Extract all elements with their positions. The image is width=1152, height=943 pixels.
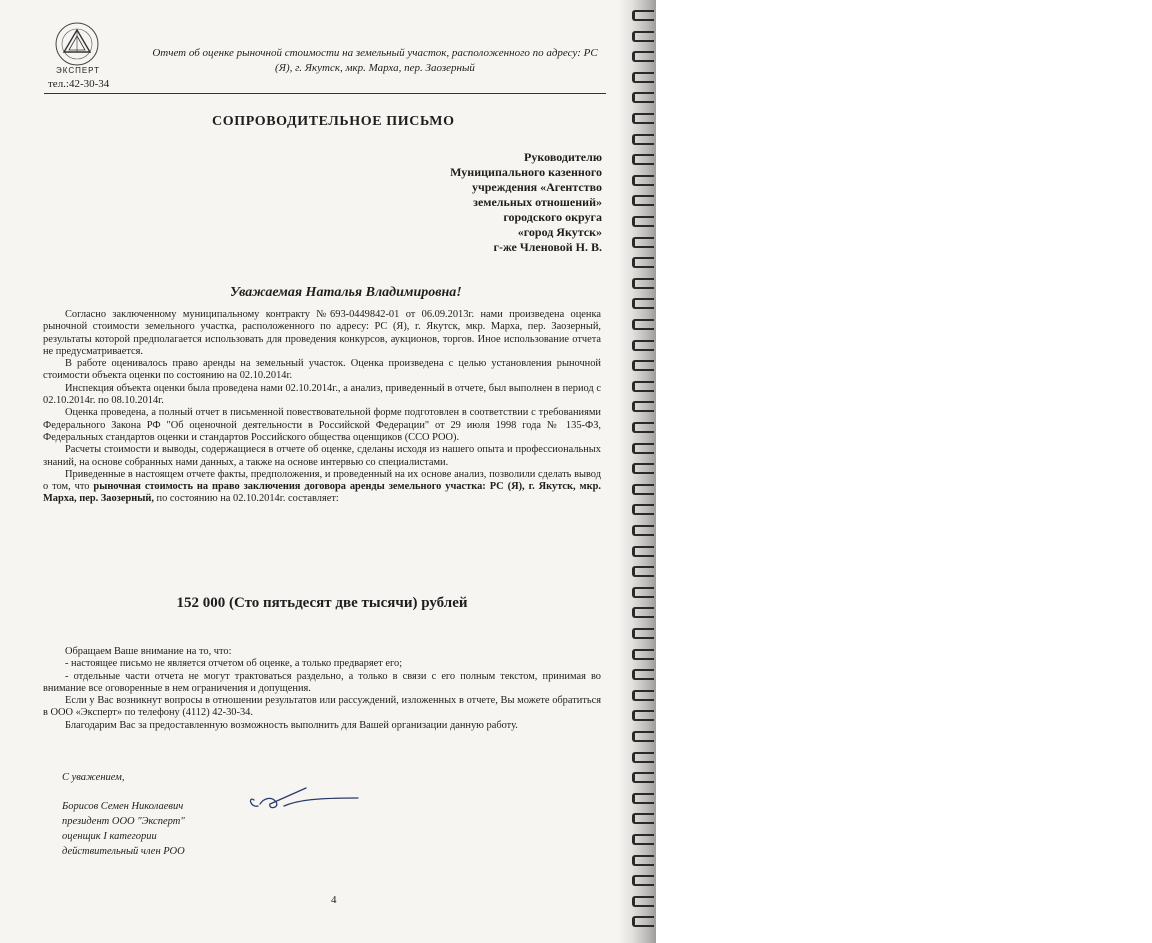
binding-ring xyxy=(632,298,654,309)
header-phone: тел.:42-30-34 xyxy=(48,78,110,90)
binding-ring xyxy=(632,92,654,103)
binding-ring xyxy=(632,504,654,515)
binding-ring xyxy=(632,772,654,783)
binding-ring xyxy=(632,154,654,165)
binding-ring xyxy=(632,731,654,742)
report-title: Отчет об оценке рыночной стоимости на земельный участок, расположенного по адресу: РС (Я), г. Якутск, мкр. Марха, пер. Заозерный xyxy=(152,47,598,74)
paragraph: Оценка проведена, а полный отчет в письменной повествовательной форме подготовлен в соответствии с требованиями Федерального Закона РФ "Об оценочной деятельности в Российской Федерации" от 29 июля 1998 года № 135-ФЗ, Федеральных стандартов оценки и стандартов Российского общества оценщиков (ССО РОО). xyxy=(43,407,601,443)
binding-ring xyxy=(632,443,654,454)
addressee-line: Руководителю xyxy=(524,150,602,164)
binding-ring xyxy=(632,855,654,866)
notice-item: - настоящее письмо не является отчетом об оценке, а только предваряет его; xyxy=(65,658,403,670)
conclusion-paragraph xyxy=(43,469,601,506)
binding-ring xyxy=(632,834,654,845)
binding-ring xyxy=(632,51,654,62)
addressee-line: «город Якутск» xyxy=(517,225,602,239)
signatory-line: президент ООО "Эксперт" xyxy=(62,816,185,827)
binding-ring xyxy=(632,195,654,206)
binding-ring xyxy=(632,752,654,763)
paragraph: Инспекция объекта оценки была проведена нами 02.10.2014г., а анализ, приведенный в отчете, был выполнен в период с 02.10.2014г. по 08.10.2014г. xyxy=(43,382,601,407)
binding-ring xyxy=(632,72,654,83)
closing-line: С уважением, xyxy=(62,772,125,783)
addressee-line: Муниципального казенного xyxy=(450,165,602,179)
salutation: Уважаемая Наталья Владимировна! xyxy=(230,285,462,300)
addressee-line: г-же Членовой Н. В. xyxy=(493,240,602,254)
binding-ring xyxy=(632,319,654,330)
notice-block xyxy=(43,646,601,732)
binding-ring xyxy=(632,113,654,124)
binding-ring xyxy=(632,340,654,351)
letter-body xyxy=(43,309,601,506)
page-number: 4 xyxy=(331,894,337,906)
thanks-paragraph: Благодарим Вас за предоставленную возможность выполнить для Вашей организации данную работу. xyxy=(65,719,518,731)
valuation-amount: 152 000 (Сто пятьдесят две тысячи) рублей xyxy=(176,595,468,611)
logo-caption: ЭКСПЕРТ xyxy=(56,66,101,75)
binding-ring xyxy=(632,31,654,42)
binding-ring xyxy=(632,896,654,907)
binding-ring xyxy=(632,628,654,639)
binding-ring xyxy=(632,690,654,701)
addressee-block xyxy=(380,150,602,255)
signatory-line: действительный член РОО xyxy=(62,846,185,857)
binding-ring xyxy=(632,134,654,145)
handwritten-signature xyxy=(246,784,362,816)
conclusion-text: Приведенные в настоящем отчете факты, предположения, и проведенный на их основе анализ, позволили сделать вывод о том, что xyxy=(43,468,601,493)
binding-ring xyxy=(632,587,654,598)
signature-block xyxy=(62,770,185,859)
binding-ring xyxy=(632,401,654,412)
notice-lead: Обращаем Ваше внимание на то, что: xyxy=(65,646,232,657)
header-divider xyxy=(44,93,606,94)
binding-ring xyxy=(632,546,654,557)
binding-ring xyxy=(632,257,654,268)
binding-ring xyxy=(632,669,654,680)
paragraph: Согласно заключенному муниципальному контракту №693-0449842-01 от 06.09.2013г. нами произведена оценка рыночной стоимости земельного участка, расположенного по адресу: РС (Я), г. Якутск, мкр. Марха, пер. Заозерный, результаты которой предполагается использовать для проведения конкурсов, аукционов, торгов. Иное использование отчета не предусматривается. xyxy=(43,309,601,357)
binding-ring xyxy=(632,422,654,433)
letter-title: СОПРОВОДИТЕЛЬНОЕ ПИСЬМО xyxy=(212,114,455,129)
contact-paragraph: Если у Вас возникнут вопросы в отношении результатов или рассуждений, изложенных в отчете, Вы можете обратиться в ООО «Эксперт» по телефону (4112) 42-30-34. xyxy=(43,695,601,719)
binding-ring xyxy=(632,649,654,660)
binding-ring xyxy=(632,360,654,371)
binding-ring xyxy=(632,793,654,804)
binding-ring xyxy=(632,278,654,289)
binding-ring xyxy=(632,813,654,824)
paragraph: В работе оценивалось право аренды на земельный участок. Оценка произведена с целью установления рыночной стоимости объекта оценки по состоянию на 02.10.2014г. xyxy=(43,358,601,382)
binding-ring xyxy=(632,381,654,392)
addressee-line: городского округа xyxy=(503,210,602,224)
binding-ring xyxy=(632,566,654,577)
binding-ring xyxy=(632,875,654,886)
binding-ring xyxy=(632,237,654,248)
binding-ring xyxy=(632,525,654,536)
binding-ring xyxy=(632,607,654,618)
addressee-line: земельных отношений» xyxy=(473,195,602,209)
notice-item: - отдельные части отчета не могут трактоваться раздельно, а только в связи с его полным текстом, принимая во внимание все оговоренные в нем ограничения и допущения. xyxy=(43,670,601,694)
binding-ring xyxy=(632,484,654,495)
binding-ring xyxy=(632,916,654,927)
paragraph: Расчеты стоимости и выводы, содержащиеся в отчете об оценке, сделаны исходя из нашего опыта и профессиональных знаний, на основе собранных нами данных, а также на основе интервью со специалистами. xyxy=(43,444,601,468)
signatory-line: оценщик I категории xyxy=(62,831,157,842)
addressee-line: учреждения «Агентство xyxy=(471,180,602,194)
binding-ring xyxy=(632,710,654,721)
binding-ring xyxy=(632,463,654,474)
binding-ring xyxy=(632,10,654,21)
binding-ring xyxy=(632,216,654,227)
signatory-line: Борисов Семен Николаевич xyxy=(62,801,184,812)
binding-ring xyxy=(632,175,654,186)
conclusion-text-end: по состоянию на 02.10.2014г. составляет: xyxy=(153,493,339,505)
conclusion-bold-text: рыночная стоимость на право заключения договора аренды земельного участка: РС (Я), г. Якутск, мкр. Марха, пер. Заозерный, xyxy=(43,481,601,505)
